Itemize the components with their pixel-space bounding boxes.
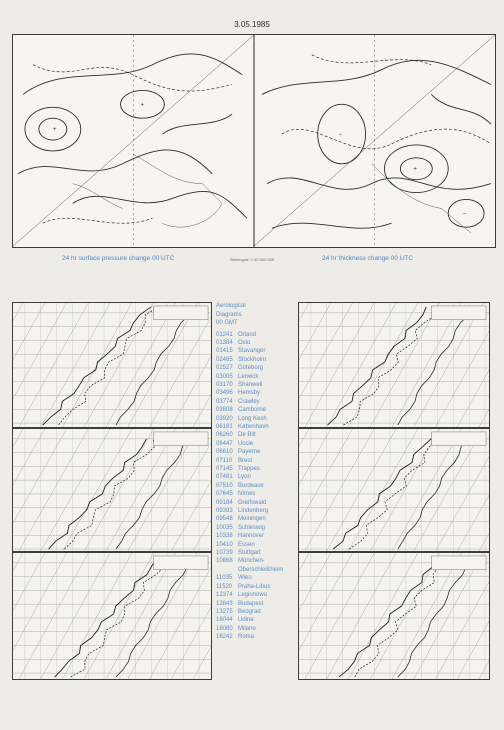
station-id: 07510 (216, 482, 233, 489)
station-name: Essen (238, 541, 255, 548)
station-name: Stockholm (238, 356, 267, 363)
station-row (216, 347, 300, 355)
map-scale-note: Stereograf. 1:40 000 000 (229, 257, 275, 262)
station-name: Milano (238, 625, 256, 632)
station-id: 16080 (216, 625, 233, 632)
aerological-diagram (12, 552, 212, 680)
weather-map-panel (12, 34, 496, 248)
station-row (216, 448, 300, 456)
station-id: 03920 (216, 415, 233, 422)
legend-title (216, 302, 300, 328)
station-id: 09548 (216, 516, 233, 523)
left-map-caption: 24 hr surface pressure change 00 UTC (62, 255, 175, 262)
station-name: Budapest (238, 600, 264, 607)
station-id: 10739 (216, 550, 233, 557)
station-id: 06260 (216, 432, 233, 439)
station-id: 03774 (216, 398, 233, 405)
legend-title-line: 00 GMT (216, 320, 238, 326)
station-id: 10338 (216, 533, 233, 540)
station-id: 03496 (216, 390, 233, 397)
station-name: Crawley (238, 398, 260, 405)
station-row (216, 373, 300, 381)
right-map-caption: 24 hr thickness change 00 UTC (322, 255, 414, 262)
station-name: Oslo (238, 339, 251, 346)
station-name: Nîmes (238, 491, 256, 498)
station-name: Uccle (238, 440, 254, 447)
station-id: 10868 (216, 558, 233, 565)
station-row (216, 608, 300, 616)
station-name: København (238, 423, 269, 430)
station-row (216, 356, 300, 364)
station-row (216, 457, 300, 465)
station-row (216, 566, 300, 574)
aerological-diagram (298, 302, 490, 428)
station-name: Beograd (238, 608, 261, 615)
station-id: 01415 (216, 348, 233, 355)
station-row (216, 633, 300, 641)
station-id (216, 566, 238, 574)
station-row (216, 616, 300, 624)
station-name: Hannover (238, 533, 265, 540)
station-id: 11520 (216, 583, 233, 590)
station-id: 06181 (216, 423, 233, 430)
aerological-diagram (12, 302, 212, 428)
station-name: Stavanger (238, 348, 266, 355)
station-name: Lindenberg (238, 508, 269, 515)
station-name: De Bilt (238, 432, 256, 439)
svg-text:+: + (413, 166, 417, 173)
station-row (216, 339, 300, 347)
station-row (216, 431, 300, 439)
station-row (216, 499, 300, 507)
station-row (216, 557, 300, 565)
aerological-diagram (298, 428, 490, 552)
station-row (216, 415, 300, 423)
station-name: Goteborg (238, 365, 264, 372)
station-row (216, 406, 300, 414)
legend-title-line: Diagrams (216, 311, 242, 318)
station-name: Camborne (238, 407, 267, 414)
station-name: Orland (238, 331, 257, 338)
svg-text:+: + (140, 102, 144, 109)
station-id: 16242 (216, 634, 233, 641)
station-row (216, 507, 300, 515)
station-name: Bordeaux (238, 482, 264, 489)
station-name: Wien (238, 575, 252, 582)
station-row (216, 389, 300, 397)
station-id: 13275 (216, 608, 233, 615)
station-name: Shanwell (238, 381, 263, 388)
station-name: Lerwick (238, 373, 259, 380)
station-id: 07145 (216, 466, 233, 472)
station-id: 09393 (216, 508, 233, 515)
station-id: 03808 (216, 407, 233, 414)
station-name: Meiningen (238, 516, 266, 523)
station-id: 11035 (216, 575, 233, 582)
station-id: 06610 (216, 449, 233, 456)
station-name: Udine (238, 617, 254, 624)
station-id: 12843 (216, 600, 233, 607)
station-name: Long Kesh (238, 415, 267, 422)
station-id: 09184 (216, 499, 233, 506)
station-legend (216, 302, 300, 642)
station-name: Praha-Libus (238, 583, 271, 590)
station-row (216, 591, 300, 599)
station-row (216, 381, 300, 389)
station-row (216, 364, 300, 372)
pressure-thickness-map (13, 35, 495, 247)
station-id: 10035 (216, 524, 233, 531)
station-id: 03170 (216, 381, 233, 388)
station-row (216, 532, 300, 540)
station-row (216, 440, 300, 448)
station-id: 16044 (216, 617, 233, 624)
station-id: 02465 (216, 356, 233, 363)
page-date: 3.05.1985 (234, 20, 270, 29)
station-row (216, 549, 300, 557)
station-row (216, 398, 300, 406)
station-id: 07645 (216, 491, 233, 498)
station-name: Stuttgart (238, 550, 261, 557)
station-row (216, 574, 300, 582)
station-row (216, 524, 300, 532)
station-row (216, 465, 300, 473)
station-name: München- (238, 558, 265, 565)
station-row (216, 482, 300, 490)
station-name: Brest (238, 457, 253, 464)
station-name: Roma (238, 634, 255, 641)
station-id: 07481 (216, 474, 233, 481)
station-name: Greifswald (238, 499, 267, 506)
station-id: 01241 (216, 331, 233, 338)
aerological-diagram (12, 428, 212, 552)
station-row (216, 515, 300, 523)
station-id: 12374 (216, 592, 233, 599)
station-id: 03005 (216, 373, 233, 380)
station-row (216, 331, 300, 339)
station-id: 10410 (216, 541, 233, 548)
station-name: Oberschleißheim (238, 566, 284, 573)
station-name: Payerne (238, 449, 261, 456)
station-row (216, 473, 300, 481)
aerological-diagram (298, 552, 490, 680)
station-name: Schleswig (238, 524, 266, 531)
station-id: 06447 (216, 440, 233, 447)
station-row (216, 541, 300, 549)
station-name: Hemsby (238, 390, 261, 397)
station-name: Trappes (238, 466, 260, 472)
station-row (216, 490, 300, 498)
station-id: 01384 (216, 339, 233, 346)
station-row (216, 600, 300, 608)
svg-text:−: − (463, 211, 467, 218)
svg-text:−: − (338, 132, 343, 139)
legend-title-line: Aerological (216, 303, 246, 309)
station-row (216, 583, 300, 591)
svg-text:+: + (52, 127, 57, 134)
station-id: 02527 (216, 365, 233, 372)
station-row (216, 625, 300, 633)
station-name: Legionowo (238, 592, 268, 599)
station-name: Lyon (238, 474, 251, 481)
station-row (216, 423, 300, 431)
station-id: 07110 (216, 457, 233, 464)
